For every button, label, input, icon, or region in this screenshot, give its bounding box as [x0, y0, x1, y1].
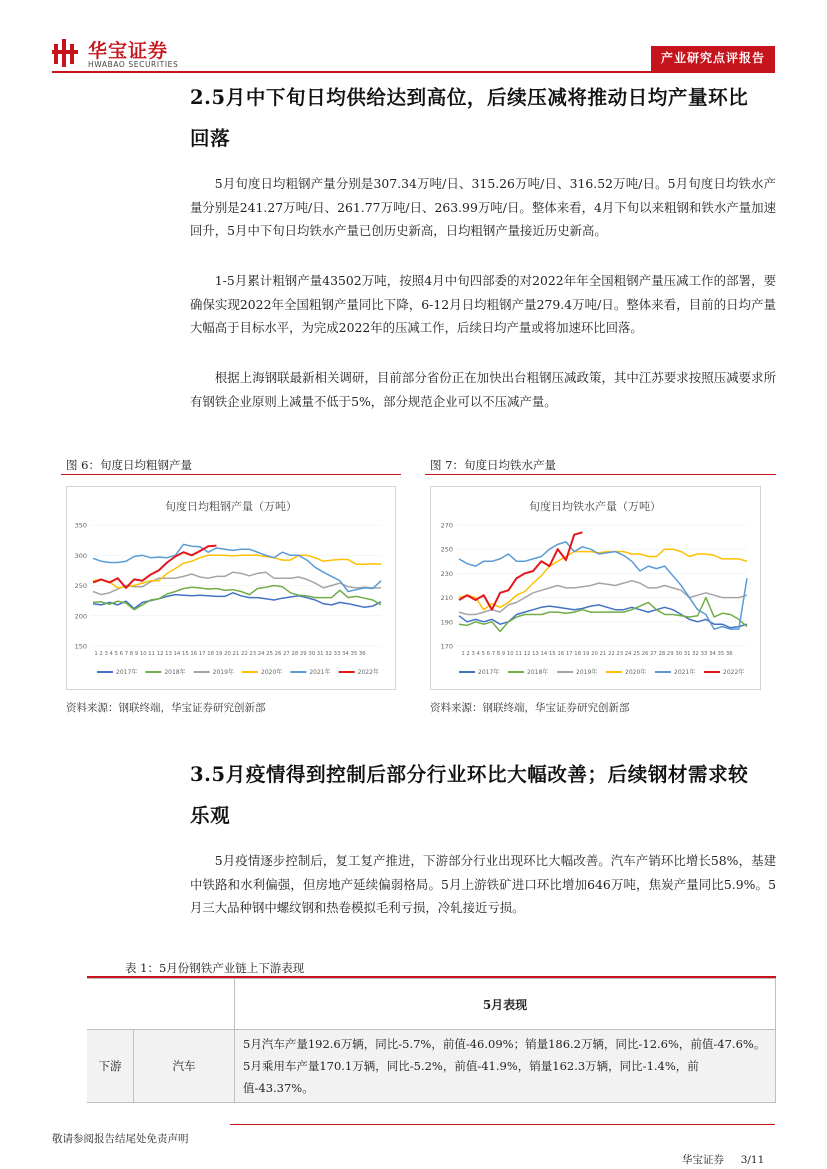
figure-7-chart [430, 486, 761, 690]
chart-title: 旬度日均粗钢产量（万吨） [165, 500, 297, 513]
figure-7-source: 资料来源：钢联终端，华宝证券研究创新部 [430, 702, 630, 714]
figure-7-caption: 图 7：旬度日均铁水产量 [430, 458, 556, 472]
footer-company: 华宝证券 [682, 1154, 724, 1166]
y-axis-tick-label: 210 [440, 594, 453, 603]
series-line-2017年 [93, 593, 381, 609]
figure-6-chart [66, 486, 396, 690]
section-3-paragraph: 5月疫情逐步控制后，复工复产推进，下游部分行业出现环比大幅改善。汽车产销环比增长58%，基建中铁路和水利偏强，但房地产延续偏弱格局。5月上游铁矿进口环比增加646万吨，焦炭产量同比5.9%。5月三大品种钢中螺纹钢和热卷模拟毛利亏损，冷轧接近亏损。 [190, 853, 776, 915]
disclaimer-note: 敬请参阅报告结尾处免责声明 [52, 1133, 189, 1145]
table-1-caption: 表 1：5月份钢铁产业链上下游表现 [125, 961, 305, 975]
page-number: 3/11 [740, 1154, 765, 1166]
series-line-2017年 [459, 605, 747, 628]
legend-label: 2022年 [723, 669, 745, 677]
y-axis-tick-label: 230 [440, 569, 453, 578]
y-axis-tick-label: 200 [74, 612, 87, 621]
company-logo-text: 华宝证券 [88, 40, 169, 62]
crude-steel-line-chart [67, 487, 395, 689]
table-row-group: 下游 [87, 1030, 134, 1103]
section-2-paragraph-3: 根据上海钢联最新相关调研，目前部分省份正在加快出台粗钢压减政策，其中江苏要求按照压减要求所有钢铁企业原则上减量不低于5%，部分规范企业可以不压减产量。 [190, 370, 776, 409]
figure-6-source: 资料来源：钢联终端，华宝证券研究创新部 [66, 702, 266, 714]
section-2-heading: 2.5月中下旬日均供给达到高位，后续压减将推动日均产量环比 [190, 86, 749, 109]
table-header-row [87, 979, 776, 1030]
company-logo-icon [52, 38, 78, 68]
header-divider [52, 71, 775, 73]
section-3-heading-cont: 乐观 [190, 804, 231, 827]
legend-label: 2021年 [674, 669, 696, 677]
y-axis-tick-label: 170 [440, 642, 453, 651]
legend-label: 2018年 [527, 669, 549, 677]
legend-label: 2019年 [576, 669, 598, 677]
legend-label: 2018年 [164, 669, 186, 677]
y-axis-tick-label: 270 [440, 521, 453, 530]
legend-label: 2017年 [116, 669, 138, 677]
legend-label: 2022年 [357, 669, 379, 677]
footer-divider [230, 1124, 775, 1125]
series-line-2022年 [93, 546, 216, 588]
y-axis-tick-label: 250 [440, 545, 453, 554]
y-axis-tick-label: 350 [74, 521, 87, 530]
y-axis-tick-label: 250 [74, 582, 87, 590]
section-2-heading-cont: 回落 [190, 127, 231, 150]
y-axis-tick-label: 300 [74, 551, 87, 560]
table-row-label: 汽车 [134, 1030, 235, 1103]
legend-label: 2019年 [212, 669, 234, 677]
chain-performance-table [87, 978, 776, 1103]
legend-label: 2021年 [309, 669, 331, 677]
y-axis-tick-label: 190 [440, 618, 453, 627]
table-row [87, 1030, 776, 1103]
figure-6-rule [61, 474, 401, 475]
x-axis-tick-labels: 1 2 3 4 5 6 7 8 9 10 11 12 13 14 15 16 17 18 19 20 21 22 23 24 25 26 27 28 29 30 31 32 33 34 35 36 [94, 651, 366, 657]
section-2-paragraph-2: 1-5月累计粗钢产量43502万吨，按照4月中旬四部委的对2022年年全国粗钢产量压减工作的部署，要确保实现2022年全国粗钢产量同比下降，6-12月日均粗钢产量279.4万吨/日。整体来看，目前的日均产量大幅高于目标水平，为完成2022年的压减工作，后续日均产量或将加速环比回落。 [190, 273, 776, 335]
company-logo-english: HWABAO SECURITIES [88, 60, 179, 69]
series-line-2022年 [459, 532, 582, 609]
table-row-value: 5月汽车产量192.6万辆，同比-5.7%，前值-46.09%；销量186.2万辆，同比-12.6%，前值-47.6%。5月乘用车产量170.1万辆，同比-5.2%，前值-41.9%，销量162.3万辆，同比-1.4%，前值-43.37%。 [235, 1030, 776, 1103]
legend-label: 2020年 [261, 669, 283, 677]
series-line-2021年 [459, 542, 747, 629]
legend-label: 2017年 [478, 669, 500, 677]
section-3-heading: 3.5月疫情得到控制后部分行业环比大幅改善；后续钢材需求较 [190, 763, 749, 786]
footer-page-info [682, 1152, 764, 1167]
chart-title: 旬度日均铁水产量（万吨） [529, 500, 661, 513]
y-axis-tick-label: 150 [74, 642, 87, 651]
figure-6-caption: 图 6：旬度日均粗钢产量 [66, 458, 192, 472]
x-axis-tick-labels: 1 2 3 4 5 6 7 8 9 10 11 12 13 14 15 16 17 18 19 20 21 22 23 24 25 26 27 28 29 30 31 32 33 34 35 36 [461, 651, 733, 657]
series-line-2018年 [459, 598, 747, 632]
table-header-cell: 5月表现 [235, 979, 776, 1030]
hot-metal-line-chart [431, 487, 760, 689]
report-type-tag: 产业研究点评报告 [651, 46, 775, 71]
figure-7-rule [425, 474, 776, 475]
section-2-paragraph-1: 5月旬度日均粗钢产量分别是307.34万吨/日、315.26万吨/日、316.52万吨/日。5月旬度日均铁水产量分别是241.27万吨/日、261.77万吨/日、263.99万吨/日。整体来看，4月下旬以来粗钢和铁水产量加速回升，5月中下旬日均铁水产量已创历史新高，日均粗钢产量接近历史新高。 [190, 176, 776, 238]
table-header-blank [87, 979, 235, 1030]
legend-label: 2020年 [625, 669, 647, 677]
